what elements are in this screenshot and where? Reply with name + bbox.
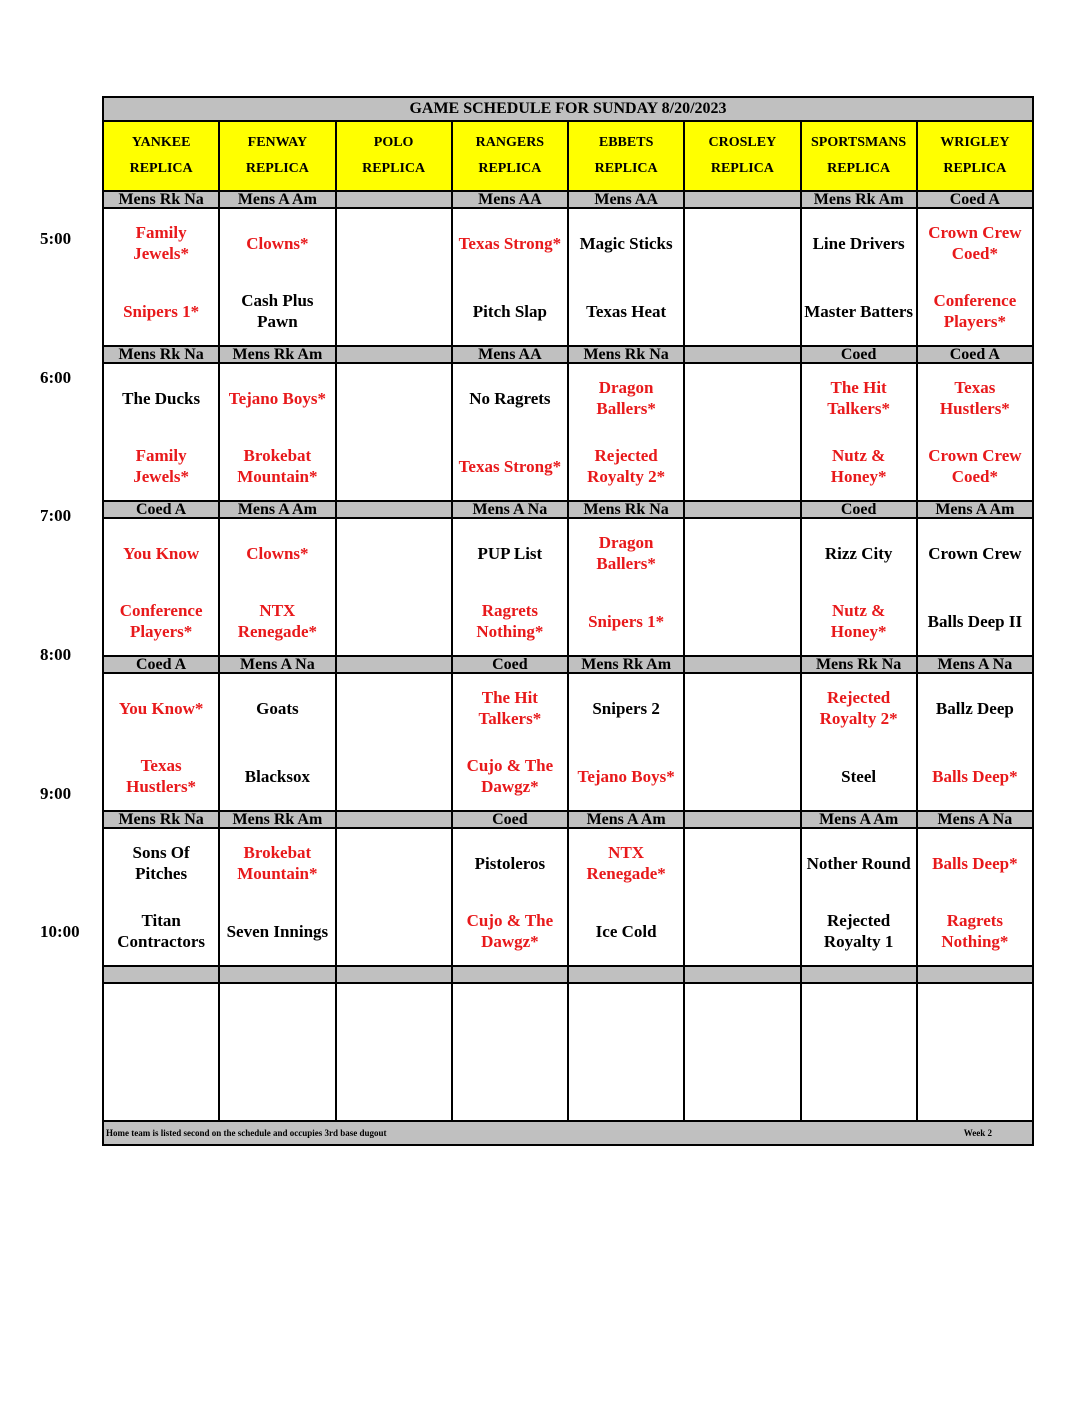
game-cell [801,673,917,811]
home-team: Balls Deep* [932,766,1018,786]
away-team: Balls Deep* [932,853,1018,873]
division-label [684,966,800,983]
division-label [336,966,452,983]
division-label [684,346,800,363]
game-cell [452,983,568,1121]
game-cell [568,208,684,346]
game-cell [103,518,219,656]
away-team: The Hit Talkers* [827,378,890,418]
home-team [685,587,799,655]
away-team [337,209,451,277]
away-team: Brokebat Mountain* [237,843,318,883]
game-cell [568,673,684,811]
venue-subtitle: REPLICA [827,161,891,176]
away-team: Rizz City [824,543,893,563]
home-team: Ragrets Nothing* [476,601,544,641]
home-team: Snipers 1* [588,611,665,631]
game-cell [103,828,219,966]
away-team: Crown Crew [928,543,1022,563]
away-team: Sons Of Pitches [132,843,190,883]
game-cell [103,673,219,811]
time-label: 6:00 [40,368,72,387]
venue-name: EBBETS [598,135,654,150]
home-team: Conference Players* [119,601,203,641]
venue-name: CROSLEY [708,135,777,150]
venue-header [684,121,800,191]
game-cell [917,673,1033,811]
away-team: Clowns* [246,543,309,563]
game-cell [219,828,335,966]
division-label [336,346,452,363]
home-team: Cujo & The Dawgz* [466,756,554,796]
game-cell [568,518,684,656]
time-label: 5:00 [40,229,72,248]
game-cell [684,828,800,966]
footer [103,1121,1033,1145]
division-label: Mens Rk Na [801,656,917,673]
venue-header [336,121,452,191]
division-label [917,966,1033,983]
division-label [684,811,800,828]
time-label: 10:00 [40,922,80,941]
home-team [337,897,451,965]
home-team: Rejected Royalty 2* [587,446,666,486]
game-cell [568,363,684,501]
footer-note: Home team is listed second on the schedule and occupies 3rd base dugout [106,1128,387,1138]
division-label: Coed A [917,191,1033,208]
venue-name: RANGERS [475,135,545,150]
game-cell [219,983,335,1121]
home-team [685,897,799,965]
schedule-title: GAME SCHEDULE FOR SUNDAY 8/20/2023 [103,97,1033,121]
division-label: Mens AA [568,191,684,208]
away-team: Crown Crew Coed* [928,223,1022,263]
venue-subtitle: REPLICA [943,161,1007,176]
away-team: Snipers 2 [592,698,660,718]
venue-subtitle: REPLICA [362,161,426,176]
game-cell [452,518,568,656]
division-label: Mens Rk Na [103,191,219,208]
game-cell [336,363,452,501]
home-team: Blacksox [244,766,310,786]
away-team: Line Drivers [812,233,905,253]
game-cell [452,208,568,346]
game-cell [684,518,800,656]
division-label: Mens A Na [452,501,568,518]
home-team: Balls Deep II [927,611,1023,631]
division-label: Mens A Am [917,501,1033,518]
home-team [337,432,451,500]
away-team: Rejected Royalty 2* [819,688,898,728]
game-cell [801,518,917,656]
away-team [337,674,451,742]
home-team: Titan Contractors [117,911,206,951]
home-team: Steel [841,766,877,786]
game-cell [452,673,568,811]
game-cell [684,208,800,346]
home-team: Nutz & Honey* [830,601,887,641]
venue-header [917,121,1033,191]
away-team: Family Jewels* [133,223,189,263]
home-team [337,277,451,345]
home-team: Ragrets Nothing* [941,911,1009,951]
division-label [219,966,335,983]
venue-name: YANKEE [131,135,191,150]
venue-name: FENWAY [247,135,308,150]
home-team: NTX Renegade* [237,601,318,641]
away-team: Dragon Ballers* [596,378,656,418]
away-team: Clowns* [246,233,309,253]
time-label: 8:00 [40,645,72,664]
schedule-table [102,96,1034,1146]
home-team: Ice Cold [595,921,657,941]
game-cell [917,208,1033,346]
home-team: Texas Hustlers* [126,756,197,796]
game-cell [103,363,219,501]
division-label [684,501,800,518]
away-team: You Know* [118,698,204,718]
game-cell [801,828,917,966]
venue-subtitle: REPLICA [129,161,193,176]
game-cell [452,363,568,501]
division-label: Mens A Na [917,811,1033,828]
home-team [337,742,451,810]
game-cell [801,208,917,346]
game-cell [917,828,1033,966]
division-label: Coed [452,656,568,673]
venue-subtitle: REPLICA [594,161,658,176]
division-label: Mens A Na [219,656,335,673]
division-label: Coed A [103,501,219,518]
division-label: Coed [801,501,917,518]
division-label: Mens Rk Am [801,191,917,208]
week-label: Week 2 [963,1128,992,1138]
away-team: No Ragrets [469,388,551,408]
away-team: Goats [256,698,299,718]
home-team: Rejected Royalty 1 [823,911,894,951]
game-cell [336,208,452,346]
venue-name: SPORTSMANS [811,135,907,150]
division-label: Coed A [917,346,1033,363]
game-cell [801,363,917,501]
venue-header [103,121,219,191]
away-team: Pistoleros [474,853,546,873]
home-team: Cash Plus Pawn [241,291,314,331]
division-label [801,966,917,983]
venue-name: POLO [373,135,414,150]
game-cell [452,828,568,966]
division-label: Coed [801,346,917,363]
time-label: 7:00 [40,506,72,525]
game-cell [219,208,335,346]
home-team: Texas Strong* [458,456,562,476]
home-team: Family Jewels* [133,446,189,486]
game-cell [336,673,452,811]
home-team: Pitch Slap [472,301,547,321]
division-label: Mens Rk Na [103,811,219,828]
division-label: Mens Rk Na [568,346,684,363]
home-team: Nutz & Honey* [830,446,887,486]
home-team: Texas Heat [586,301,667,321]
game-cell [801,983,917,1121]
away-team: Ballz Deep [935,698,1014,718]
division-label [452,966,568,983]
away-team [685,519,799,587]
division-label: Coed A [103,656,219,673]
away-team: You Know [123,543,200,563]
away-team: Texas Hustlers* [939,378,1010,418]
game-cell [219,673,335,811]
game-cell [103,983,219,1121]
home-team [685,277,799,345]
game-cell [219,363,335,501]
away-team: NTX Renegade* [586,843,666,883]
away-team [685,209,799,277]
game-cell [917,983,1033,1121]
away-team [685,829,799,897]
division-label [336,656,452,673]
division-label: Mens Rk Na [103,346,219,363]
home-team: Master Batters [804,301,913,321]
home-team [685,742,799,810]
game-cell [917,518,1033,656]
division-label: Mens AA [452,346,568,363]
away-team: Texas Strong* [458,233,562,253]
game-cell [568,828,684,966]
division-label: Coed [452,811,568,828]
away-team: PUP List [477,543,543,563]
away-team [337,364,451,432]
division-label: Mens A Am [801,811,917,828]
venue-header [219,121,335,191]
away-team: Tejano Boys* [228,388,326,408]
division-label [336,811,452,828]
home-team: Brokebat Mountain* [237,446,318,486]
division-label [336,501,452,518]
home-team [337,587,451,655]
time-label: 9:00 [40,784,72,803]
division-label: Mens A Am [219,501,335,518]
division-label: Mens A Am [219,191,335,208]
game-cell [684,983,800,1121]
division-label [568,966,684,983]
away-team [337,829,451,897]
home-team: Cujo & The Dawgz* [466,911,554,951]
game-cell [336,983,452,1121]
game-cell [568,983,684,1121]
venue-subtitle: REPLICA [245,161,309,176]
away-team: Nother Round [806,853,911,873]
division-label: Mens Rk Am [219,346,335,363]
home-team [685,432,799,500]
game-cell [684,673,800,811]
away-team: Dragon Ballers* [596,533,656,573]
division-label: Mens Rk Am [568,656,684,673]
away-team: The Hit Talkers* [478,688,542,728]
away-team [337,519,451,587]
home-team: Seven Innings [226,921,329,941]
game-cell [917,363,1033,501]
division-label [103,966,219,983]
game-cell [103,208,219,346]
away-team [685,364,799,432]
away-team [685,674,799,742]
away-team: The Ducks [122,388,201,408]
venue-header [452,121,568,191]
home-team: Crown Crew Coed* [928,446,1022,486]
home-team: Snipers 1* [123,301,200,321]
division-label: Mens AA [452,191,568,208]
venue-subtitle: REPLICA [710,161,774,176]
division-label [684,191,800,208]
division-label: Mens Rk Am [219,811,335,828]
home-team: Tejano Boys* [577,766,675,786]
division-label: Mens A Am [568,811,684,828]
game-cell [684,363,800,501]
division-label: Mens Rk Na [568,501,684,518]
home-team: Conference Players* [933,291,1017,331]
division-label [684,656,800,673]
away-team: Magic Sticks [579,233,673,253]
division-label [336,191,452,208]
division-label: Mens A Na [917,656,1033,673]
game-cell [336,828,452,966]
game-cell [336,518,452,656]
venue-header [801,121,917,191]
venue-name: WRIGLEY [940,135,1010,150]
venue-header [568,121,684,191]
venue-subtitle: REPLICA [478,161,542,176]
game-cell [219,518,335,656]
